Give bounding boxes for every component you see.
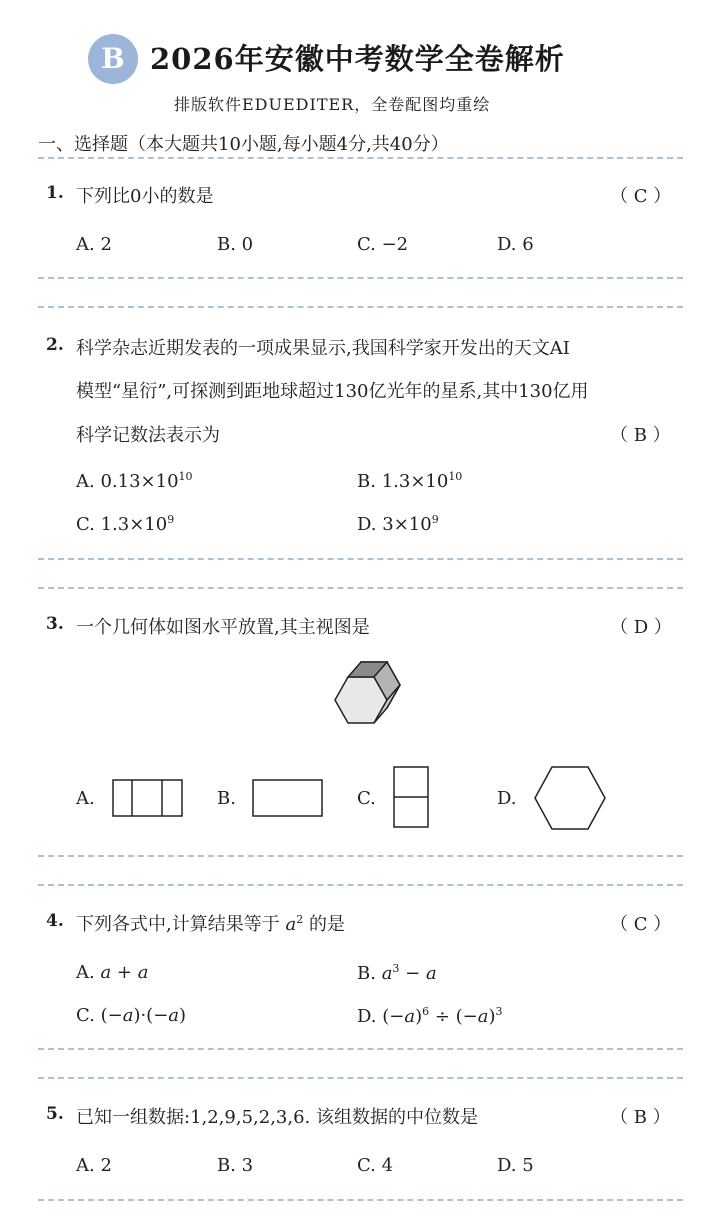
option-a: A. 2 [76,234,112,255]
option-exponent: 10 [448,470,463,483]
option-label: C. [76,1005,95,1026]
divider [38,1199,683,1201]
option-label: A. [76,471,95,492]
option-text: 1.3×10 [100,514,168,535]
option-expression: a + a [100,962,149,983]
option-b: B. 3 [217,1155,254,1176]
divider [38,277,683,279]
answer-mark: （ B ） [610,425,671,446]
divider [38,1077,683,1079]
rectangle-view [252,779,324,819]
question-number: 1. [46,183,64,203]
stacked-squares-view [393,766,431,830]
stem-text: 的是 [308,914,345,935]
question-stem-line: 科学记数法表示为 [76,425,220,446]
option-label: D. [357,1006,377,1027]
answer-mark: （ B ） [610,1107,671,1128]
question-number: 3. [46,614,64,634]
question-number: 5. [46,1104,64,1124]
question-stem: 一个几何体如图水平放置,其主视图是 [76,617,370,638]
option-b: B. 0 [217,234,254,255]
page-title: 2026年安徽中考数学全卷解析 [150,42,565,76]
divider [38,855,683,857]
answer-mark: （ C ） [610,186,672,207]
question-stem [76,910,345,936]
option-b: B. [217,788,236,809]
option-label: A. [76,962,95,983]
section-heading: 一、选择题（本大题共10小题,每小题4分,共40分） [38,134,449,155]
option-c [76,513,174,535]
option-b [357,962,437,984]
option-text: 3×10 [382,514,432,535]
option-a [76,470,193,492]
divider [38,884,683,886]
question-stem: 已知一组数据:1,2,9,5,2,3,6. 该组数据的中位数是 [76,1107,479,1128]
option-text: 0.13×10 [100,471,179,492]
hexagonal-prism-figure [318,657,408,737]
option-c [76,1005,186,1026]
stem-exponent: 2 [296,913,304,926]
option-d: D. [497,788,517,809]
option-d: D. 5 [497,1155,534,1176]
stem-variable: a [285,914,297,935]
option-expression: $(-a)^6 \div (-a)^3$ [382,1005,503,1027]
option-a: A. [76,788,95,809]
answer-mark: （ D ） [610,617,672,638]
divider [38,1048,683,1050]
option-exponent: 10 [178,470,193,483]
option-exponent: 9 [167,513,175,526]
divider [38,587,683,589]
option-expression: $a^3 - a$ [381,962,437,984]
option-a [76,962,148,983]
divider [38,558,683,560]
question-stem: 下列比0小的数是 [76,186,214,207]
page-subtitle: 排版软件EDUEDITER，全卷配图均重绘 [174,95,491,114]
option-exponent: 9 [431,513,439,526]
option-b [357,470,462,492]
divider [38,306,683,308]
option-c: C. −2 [357,234,409,255]
divider [38,157,683,159]
option-d [357,1005,503,1027]
question-stem-line: 科学杂志近期发表的一项成果显示,我国科学家开发出的天文AI [76,338,570,359]
option-label: B. [357,471,376,492]
hexagon-view [533,765,607,831]
option-c: C. [357,788,376,809]
question-number: 4. [46,911,64,931]
stem-text: 下列各式中,计算结果等于 [76,914,280,935]
option-label: C. [76,514,95,535]
option-expression: (−a)·(−a) [100,1005,187,1026]
option-d: D. 6 [497,234,534,255]
option-label: B. [357,963,376,984]
option-label: D. [357,514,377,535]
option-text: 1.3×10 [381,471,449,492]
answer-mark: （ C ） [610,914,672,935]
question-stem-line: 模型“星衍”,可探测到距地球超过130亿光年的星系,其中130亿用 [76,381,589,402]
three-rectangles-view [112,779,184,819]
option-d [357,513,439,535]
option-a: A. 2 [76,1155,112,1176]
question-number: 2. [46,335,64,355]
section-badge: B [88,34,138,84]
option-c: C. 4 [357,1155,394,1176]
